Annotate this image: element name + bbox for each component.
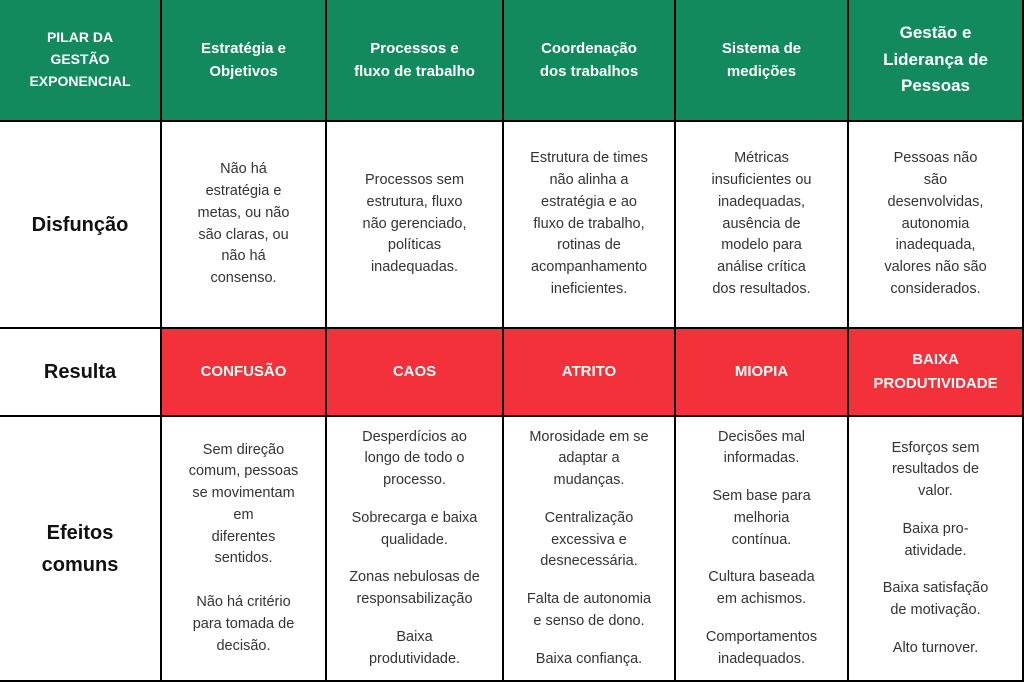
efeito-item: Sem base para melhoria contínua. (712, 488, 811, 548)
efeito-item: Baixa pro- atividade. (902, 520, 969, 559)
header-processos: Processos e fluxo de trabalho (327, 0, 504, 122)
resulta-cell: CAOS (327, 329, 504, 417)
efeito-item: Morosidade em se adaptar a mudanças. (529, 428, 649, 489)
efeitos-cell (327, 417, 504, 682)
efeitos-cell (676, 417, 849, 682)
efeito-item: Sobrecarga e baixa qualidade. (351, 509, 478, 548)
resulta-cell: CONFUSÃO (162, 329, 327, 417)
resulta-cell: ATRITO (504, 329, 676, 417)
header-sistema-medicoes: Sistema de medições (676, 0, 849, 122)
header-pilar: PILAR DA GESTÃO EXPONENCIAL (0, 0, 162, 122)
row-label-disfuncao: Disfunção (0, 122, 162, 329)
efeito-item: Desperdícios ao longo de todo o processo. (362, 428, 467, 489)
disfuncao-cell: Estrutura de times não alinha a estratégia e ao fluxo de trabalho, rotinas de acompanhamento ineficientes. (504, 122, 676, 329)
row-label-efeitos: Efeitos comuns (0, 417, 162, 682)
resulta-cell: MIOPIA (676, 329, 849, 417)
efeitos-cell (504, 417, 676, 682)
efeito-item: Baixa confiança. (535, 650, 643, 667)
efeito-item: Falta de autonomia e senso de dono. (526, 591, 652, 629)
efeito-item: Cultura baseada em achismos. (708, 569, 815, 608)
efeito-item: Centralização excessiva e desnecessária. (540, 509, 638, 570)
efeito-item: Não há critério para tomada de decisão. (192, 594, 295, 654)
header-coordenacao: Coordenação dos trabalhos (504, 0, 676, 122)
disfuncao-cell: Não há estratégia e metas, ou não são claras, ou não há consenso. (162, 122, 327, 329)
header-gestao-pessoas: Gestão e Liderança de Pessoas (849, 0, 1024, 122)
efeitos-cell (162, 417, 327, 682)
efeito-item: Baixa produtividade. (368, 628, 461, 667)
disfuncao-cell: Pessoas não são desenvolvidas, autonomia inadequada, valores não são considerados. (849, 122, 1024, 329)
header-estrategia: Estratégia e Objetivos (162, 0, 327, 122)
resulta-cell: BAIXA PRODUTIVIDADE (849, 329, 1024, 417)
disfuncao-cell: Processos sem estrutura, fluxo não gerenciado, políticas inadequadas. (327, 122, 504, 329)
row-label-resulta: Resulta (0, 329, 162, 417)
efeito-item: Zonas nebulosas de responsabilização (349, 569, 480, 608)
disfuncao-cell: Métricas insuficientes ou inadequadas, ausência de modelo para análise crítica dos resultados. (676, 122, 849, 329)
efeitos-cell (849, 417, 1024, 682)
efeito-item: Alto turnover. (892, 639, 979, 656)
efeito-item: Comportamentos inadequados. (705, 628, 818, 667)
efeito-item: Decisões mal informadas. (717, 428, 806, 467)
efeito-item: Baixa satisfação de motivação. (882, 580, 989, 618)
efeito-item: Esforços sem resultados de valor. (891, 439, 980, 499)
efeito-item: Sem direção comum, pessoas se movimentam em diferentes sentidos. (188, 441, 299, 567)
